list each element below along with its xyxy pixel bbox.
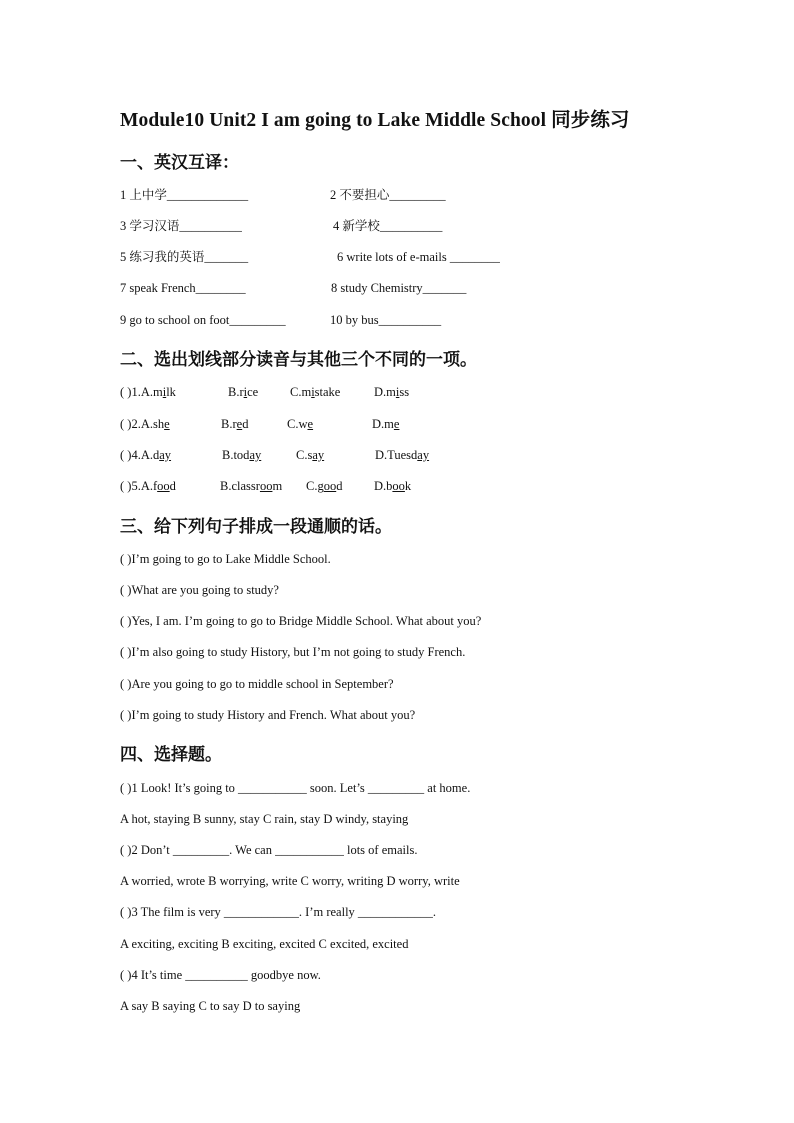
- choice-question-4: ( )4 It’s time __________ goodbye now.: [120, 968, 321, 982]
- translation-item-1: 1 上中学_____________: [120, 188, 249, 202]
- phonics-option-b: B.rice: [228, 385, 259, 399]
- choice-question-1: ( )1 Look! It’s going to ___________ soon. Let’s _________ at home.: [120, 781, 471, 795]
- dialogue-line: ( )What are you going to study?: [120, 583, 279, 597]
- section-heading-1: 一、英汉互译：: [120, 153, 239, 172]
- phonics-question-2: ( )2.A.she: [120, 417, 170, 431]
- choice-options-3: A exciting, exciting B exciting, excited C excited, excited: [120, 937, 409, 951]
- translation-item-4: 4 新学校__________: [333, 219, 443, 233]
- phonics-option-c: C.mistake: [290, 385, 341, 399]
- phonics-option-c: C.say: [296, 448, 325, 462]
- translation-item-3: 3 学习汉语__________: [120, 219, 242, 233]
- phonics-option-d: D.me: [372, 417, 400, 431]
- phonics-question-3: ( )4.A.day: [120, 448, 172, 462]
- translation-item-5: 5 练习我的英语_______: [120, 250, 249, 264]
- dialogue-line: ( )Are you going to go to middle school in September?: [120, 677, 394, 691]
- translation-item-9: 9 go to school on foot_________: [120, 313, 286, 327]
- phonics-option-c: C.we: [287, 417, 314, 431]
- phonics-question-4: ( )5.A.food: [120, 479, 176, 493]
- phonics-option-d: D.Tuesday: [375, 448, 430, 462]
- dialogue-line: ( )I’m also going to study History, but I’m not going to study French.: [120, 645, 466, 659]
- translation-item-8: 8 study Chemistry_______: [331, 281, 467, 295]
- choice-options-1: A hot, staying B sunny, stay C rain, stay D windy, staying: [120, 812, 409, 826]
- choice-options-2: A worried, wrote B worrying, write C worry, writing D worry, write: [120, 874, 460, 888]
- translation-item-6: 6 write lots of e-mails ________: [337, 250, 500, 264]
- choice-options-4: A say B saying C to say D to saying: [120, 999, 301, 1013]
- phonics-option-b: B.today: [222, 448, 262, 462]
- phonics-option-d: D.book: [374, 479, 412, 493]
- answer-bracket: ( ): [120, 385, 132, 399]
- section-heading-4: 四、选择题。: [120, 745, 222, 764]
- section-heading-3: 三、给下列句子排成一段通顺的话。: [120, 517, 392, 536]
- translation-item-7: 7 speak French________: [120, 281, 246, 295]
- dialogue-line: ( )Yes, I am. I’m going to go to Bridge Middle School. What about you?: [120, 614, 482, 628]
- phonics-question-1: ( )1.A.milk: [120, 385, 176, 399]
- phonics-option-b: B.classroom: [220, 479, 283, 493]
- worksheet-title: Module10 Unit2 I am going to Lake Middle School 同步练习: [120, 110, 630, 131]
- section-heading-2: 二、选出划线部分读音与其他三个不同的一项。: [120, 350, 477, 369]
- choice-question-3: ( )3 The film is very ____________. I’m really ____________.: [120, 905, 437, 919]
- phonics-option-b: B.red: [221, 417, 249, 431]
- choice-question-2: ( )2 Don’t _________. We can ___________ lots of emails.: [120, 843, 418, 857]
- translation-item-10: 10 by bus__________: [330, 313, 442, 327]
- dialogue-line: ( )I’m going to study History and French. What about you?: [120, 708, 416, 722]
- phonics-option-c: C.good: [306, 479, 343, 493]
- phonics-option-d: D.miss: [374, 385, 410, 399]
- dialogue-line: ( )I’m going to go to Lake Middle School.: [120, 552, 331, 566]
- translation-item-2: 2 不要担心_________: [330, 188, 446, 202]
